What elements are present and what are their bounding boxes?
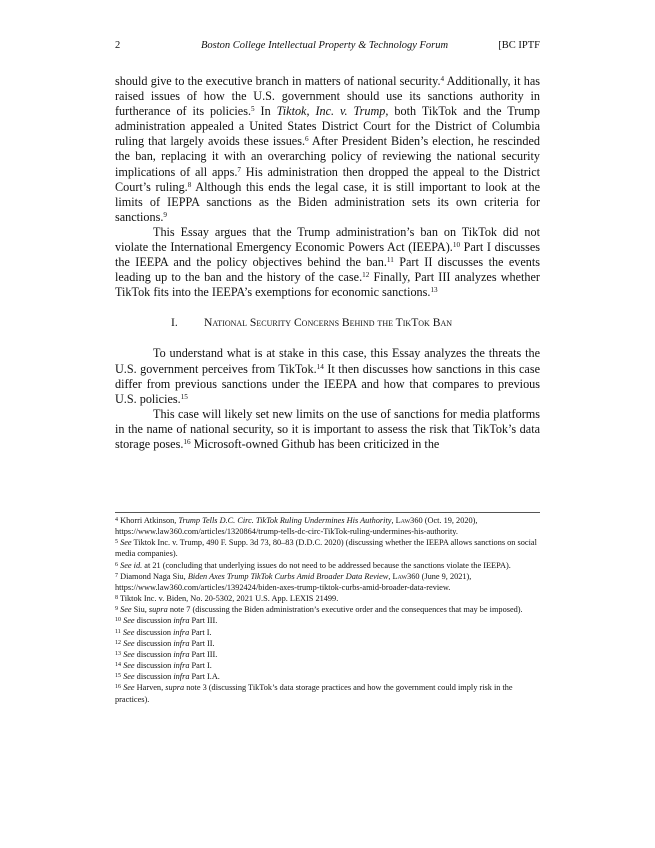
body-text bbox=[115, 74, 540, 452]
paragraph-4: This case will likely set new limits on the use of sanctions for media platforms in the name of national security, so it is important to assess the risk that TikTok’s data storage poses.$^{16}$ Microsoft-owned Github has been criticized in the bbox=[115, 406, 540, 451]
footnote-ref[interactable]: 15 bbox=[180, 392, 188, 401]
footnote-12: $^{12}$ See discussion infra Part II. bbox=[115, 638, 215, 648]
journal-title: Boston College Intellectual Property & Technology Forum bbox=[201, 40, 449, 51]
footnote-ref[interactable]: 8 bbox=[187, 180, 192, 189]
footnote-ref[interactable]: 12 bbox=[362, 271, 370, 280]
running-header bbox=[115, 39, 540, 53]
page-number: 2 bbox=[115, 40, 121, 51]
footnote-11: $^{11}$ See discussion infra Part I. bbox=[115, 627, 212, 637]
case-name: Tiktok, Inc. v. Trump, bbox=[276, 104, 389, 119]
footnote-15: $^{15}$ See discussion infra Part I.A. bbox=[115, 672, 220, 682]
footnote-7: $^7$ Diamond Naga Siu, Biden Axes Trump TikTok Curbs Amid Broader Data Review, Law360 (June 9, 2021), https://www.law360.com/articles/1392424/biden-axes-trump-tiktok-curbs-amid-broader-data-review. bbox=[115, 571, 472, 592]
section-number: I. bbox=[171, 316, 178, 330]
footnote-4: $^4$ Khorri Atkinson, Trump Tells D.C. Circ. TikTok Ruling Undermines His Authority, Law360 (Oct. 19, 2020), https://www.law360.com/articles/1320864/trump-tells-dc-circ-TikTok-ruling-undermines-his-authority. bbox=[115, 516, 478, 537]
footnote-ref[interactable]: 9 bbox=[163, 210, 167, 219]
footnote-5: $^5$ See Tiktok Inc. v. Trump, 490 F. Supp. 3d 73, 80–83 (D.D.C. 2020) (discussing whether the IEEPA allows sanctions on social media companies). bbox=[115, 538, 537, 559]
footnote-8: $^8$ Tiktok Inc. v. Biden, No. 20-5302, 2021 U.S. App. LEXIS 21499. bbox=[115, 594, 339, 604]
footnote-ref[interactable]: 16 bbox=[183, 437, 191, 446]
section-title: National Security Concerns Behind the TikTok Ban bbox=[204, 316, 453, 330]
footnotes bbox=[115, 515, 540, 705]
footnote-divider bbox=[115, 512, 540, 513]
journal-abbreviation: [BC IPTF bbox=[498, 40, 540, 51]
footnote-16: $^{16}$ See Harven, supra note 3 (discussing TikTok’s data storage practices and how the government could imply risk in the practices). bbox=[115, 683, 513, 704]
section-heading bbox=[115, 315, 540, 331]
footnote-ref[interactable]: 11 bbox=[386, 256, 394, 265]
footnote-9: $^9$ See Siu, supra note 7 (discussing the Biden administration’s executive order and the consequences that may be imposed). bbox=[115, 605, 523, 615]
footnote-13: $^{13}$ See discussion infra Part III. bbox=[115, 649, 218, 659]
footnote-ref[interactable]: 7 bbox=[237, 165, 241, 174]
footnote-6: $^6$ See id. at 21 (concluding that underlying issues do not need to be addressed because the sanctions violate the IEEPA). bbox=[115, 560, 511, 570]
footnote-ref[interactable]: 13 bbox=[430, 286, 438, 295]
footnote-ref[interactable]: 10 bbox=[452, 241, 461, 250]
footnote-10: $^{10}$ See discussion infra Part III. bbox=[115, 616, 218, 626]
paragraph-2: This Essay argues that the Trump administration’s ban on TikTok did not violate the International Emergency Economic Powers Act (IEEPA).$^{10}$ Part I discusses the IEEPA and the policy objectives behind the ban.$^{11}$ Part II discusses the events leading up to the ban and the history of the case.$^{12}$ Finally, Part III analyzes whether TikTok fits into the IEEPA’s exemptions for economic sanctions.$^{13}$ bbox=[115, 224, 541, 300]
paragraph-1: should give to the executive branch in matters of national security.$^4$ Additionally, it has raised issues of how the U.S. government should use its sanctions authority in furtherance of its policies.$^5$ In Tiktok, Inc. v. Trump, both TikTok and the Trump administration appealed a United States District Court for the District of Columbia ruling that largely avoids these issues.$^6$ After President Biden’s election, he rescinded the ban, replacing it with an overarching policy of reviewing the national security implications of all apps.$^7$ His administration then dropped the appeal to the District Court’s ruling.$^8$ Although this ends the legal case, it is still important to look at the limits of IEPPA sanctions as the Biden administration sets its own criteria for sanctions.$^9$ bbox=[115, 74, 541, 224]
footnote-ref[interactable]: 4 bbox=[440, 75, 445, 83]
footnote-14: $^{14}$ See discussion infra Part I. bbox=[115, 661, 212, 671]
footnote-ref[interactable]: 6 bbox=[305, 135, 309, 144]
footnote-ref[interactable]: 5 bbox=[251, 105, 255, 114]
footnote-ref[interactable]: 14 bbox=[316, 362, 324, 371]
paragraph-3: To understand what is at stake in this case, this Essay analyzes the threats the U.S. government perceives from TikTok.$^{14}$ It then discusses how sanctions in this case differ from previous sanctions under the IEEPA and how that compares to previous U.S. policies.$^{15}$ bbox=[115, 346, 540, 406]
